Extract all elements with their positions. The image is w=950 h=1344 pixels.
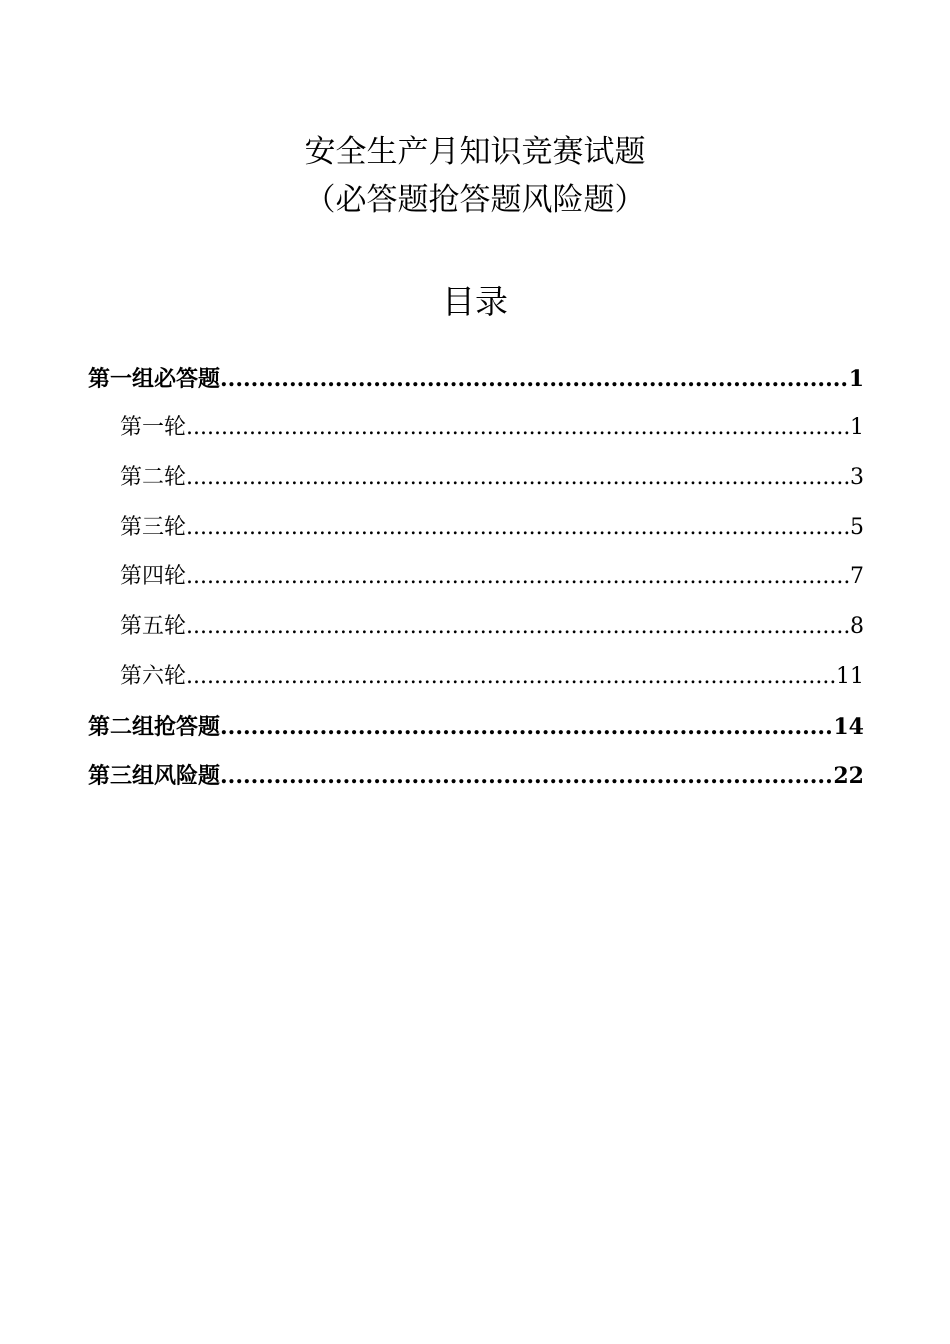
toc-entry-label: 第二轮: [120, 465, 187, 491]
toc-entry-label: 第一轮: [120, 415, 187, 441]
toc-entry-round-4[interactable]: [88, 551, 864, 601]
toc-dot-leader: [186, 554, 850, 600]
toc-dot-leader: [220, 753, 833, 799]
toc-entry-page: 1: [849, 356, 864, 402]
toc-entry-label: 第三轮: [120, 514, 187, 540]
toc-entry-page: 11: [836, 654, 864, 700]
toc-entry-round-1[interactable]: [88, 402, 864, 452]
toc-entry-label: 第四轮: [120, 564, 187, 590]
toc-entry-round-5[interactable]: [88, 600, 864, 650]
toc-entry-group-2[interactable]: [88, 700, 864, 750]
table-of-contents: [88, 352, 864, 799]
toc-entry-group-1[interactable]: [88, 352, 864, 402]
toc-dot-leader: [186, 455, 850, 501]
toc-entry-page: 5: [850, 505, 864, 551]
toc-entry-label: 第三组风险题: [88, 763, 221, 790]
toc-entry-label: 第五轮: [120, 614, 187, 640]
toc-entry-group-3[interactable]: [88, 750, 864, 800]
toc-dot-leader: [220, 356, 849, 402]
title-line-1: 安全生产月知识竞赛试题: [304, 134, 646, 170]
toc-entry-page: 14: [833, 704, 864, 750]
document-title: [0, 128, 950, 224]
toc-entry-label: 第二组抢答题: [88, 713, 221, 740]
toc-dot-leader: [186, 405, 850, 451]
toc-entry-page: 3: [850, 455, 864, 501]
title-line-2: （必答题抢答题风险题）: [304, 182, 646, 218]
toc-dot-leader: [186, 604, 850, 650]
toc-heading: 目录: [442, 282, 508, 321]
toc-entry-page: 22: [833, 753, 864, 799]
toc-entry-round-6[interactable]: [88, 650, 864, 700]
toc-entry-label: 第一组必答题: [88, 365, 221, 392]
toc-entry-page: 8: [850, 604, 864, 650]
toc-entry-label: 第六轮: [120, 663, 187, 689]
toc-entry-page: 7: [850, 554, 864, 600]
toc-dot-leader: [186, 654, 836, 700]
toc-dot-leader: [186, 505, 850, 551]
toc-entry-page: 1: [850, 405, 864, 451]
toc-dot-leader: [220, 704, 833, 750]
toc-entry-round-2[interactable]: [88, 451, 864, 501]
toc-entry-round-3[interactable]: [88, 501, 864, 551]
